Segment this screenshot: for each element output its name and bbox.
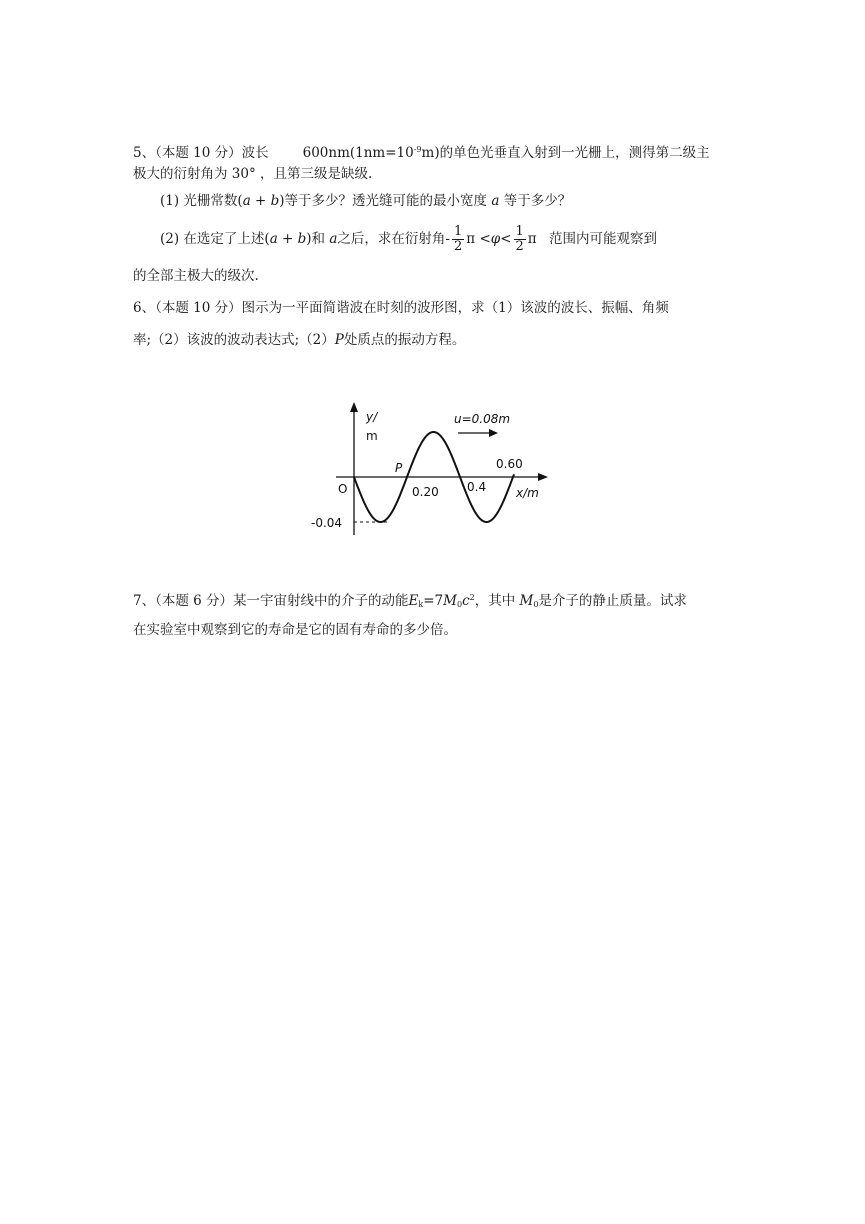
- q7-m0-sub: 0: [533, 600, 539, 609]
- q7-ek-eq: =7: [423, 593, 444, 609]
- x-tick-0.60: 0.60: [496, 457, 523, 471]
- x-tick-0.20: 0.20: [412, 485, 439, 499]
- frac-right-num: 1: [515, 224, 524, 239]
- q5-sub1-a: a: [491, 193, 500, 209]
- frac-left-den: 2: [453, 239, 463, 254]
- q7-ek-exp: 2: [469, 593, 475, 602]
- y-axis-arrow: [350, 402, 358, 412]
- q5-sub2-text: (2) 在选定了上述(: [160, 231, 270, 247]
- phi: φ: [490, 231, 501, 247]
- q6-text-a: 率;（2）该波的波动表达式;（2）: [133, 332, 335, 348]
- y-axis-unit: m: [366, 429, 378, 443]
- q5-line-last: 的全部主极大的级次.: [133, 268, 259, 284]
- q5-sub1-ab: a + b: [242, 193, 280, 209]
- q5-exponent: -9: [413, 145, 422, 154]
- q5-sub1-text-b: )等于多少？透光缝可能的最小宽度: [279, 193, 488, 209]
- pi-right: π: [527, 231, 537, 247]
- x-axis-arrow: [538, 473, 548, 481]
- q5-sub2-ab: a + b: [269, 231, 307, 247]
- q7-text-a: 7、（本题 6 分）某一宇宙射线中的介子的动能: [133, 593, 409, 609]
- q7-m0-M: M: [519, 593, 534, 609]
- q5-heading: 5、（本题 10 分）波长: [133, 145, 269, 161]
- y-min-label: -0.04: [311, 516, 343, 530]
- q5-sub1-text: (1) 光栅常数(: [160, 193, 243, 209]
- wave-speed-label: u=0.08m: [454, 412, 511, 426]
- velocity-arrow-head: [489, 429, 498, 437]
- pi-left: π: [466, 231, 476, 247]
- q7-ek-c: c: [462, 593, 470, 609]
- q5-wavelength: 600nm(1nm=10: [302, 145, 414, 161]
- point-p-label: P: [395, 461, 403, 475]
- q5-text: m)的单色光垂直入射到一光栅上，测得第二级主: [421, 145, 710, 161]
- q7-ek-msub: 0: [456, 600, 463, 609]
- q5-sub2-text-c: 之后，求在衍射角-: [337, 231, 450, 247]
- q7-ek-E: E: [408, 593, 419, 609]
- q7-ek-M: M: [443, 593, 457, 609]
- y-axis-label: y/: [366, 410, 378, 424]
- q7-ek-sub: k: [418, 600, 424, 609]
- frac-right-den: 2: [515, 239, 524, 254]
- q7-text-c: 是介子的静止质量。试求: [538, 593, 687, 609]
- q7-line-2: 在实验室中观察到它的寿命是它的固有寿命的多少倍。: [133, 622, 457, 638]
- q7-line-1: [133, 588, 687, 615]
- q5-line-2: 极大的衍射角为 30° ，且第三级是缺级.: [133, 166, 373, 182]
- frac-left-num: 1: [453, 224, 463, 239]
- q6-line-1: 6、（本题 10 分）图示为一平面简谐波在时刻的波形图，求（1）该波的波长、振幅、角频: [133, 300, 669, 316]
- lt-left: <: [479, 231, 491, 247]
- q5-sub2-text-b: )和: [306, 231, 326, 247]
- q5-range-text: 范围内可能观察到: [548, 231, 657, 247]
- q5-sub2-a: a: [329, 231, 338, 247]
- q6-P: P: [334, 332, 344, 348]
- q6-text-b: 处质点的振动方程。: [343, 332, 466, 348]
- q5-sub1-text-c: 等于多少？: [503, 193, 572, 209]
- x-tick-0.4: 0.4: [467, 480, 487, 494]
- lt-right: <: [500, 231, 512, 247]
- x-axis-label: x/m: [516, 486, 539, 500]
- q7-text-b: ，其中: [474, 593, 516, 609]
- origin-label: O: [338, 482, 348, 496]
